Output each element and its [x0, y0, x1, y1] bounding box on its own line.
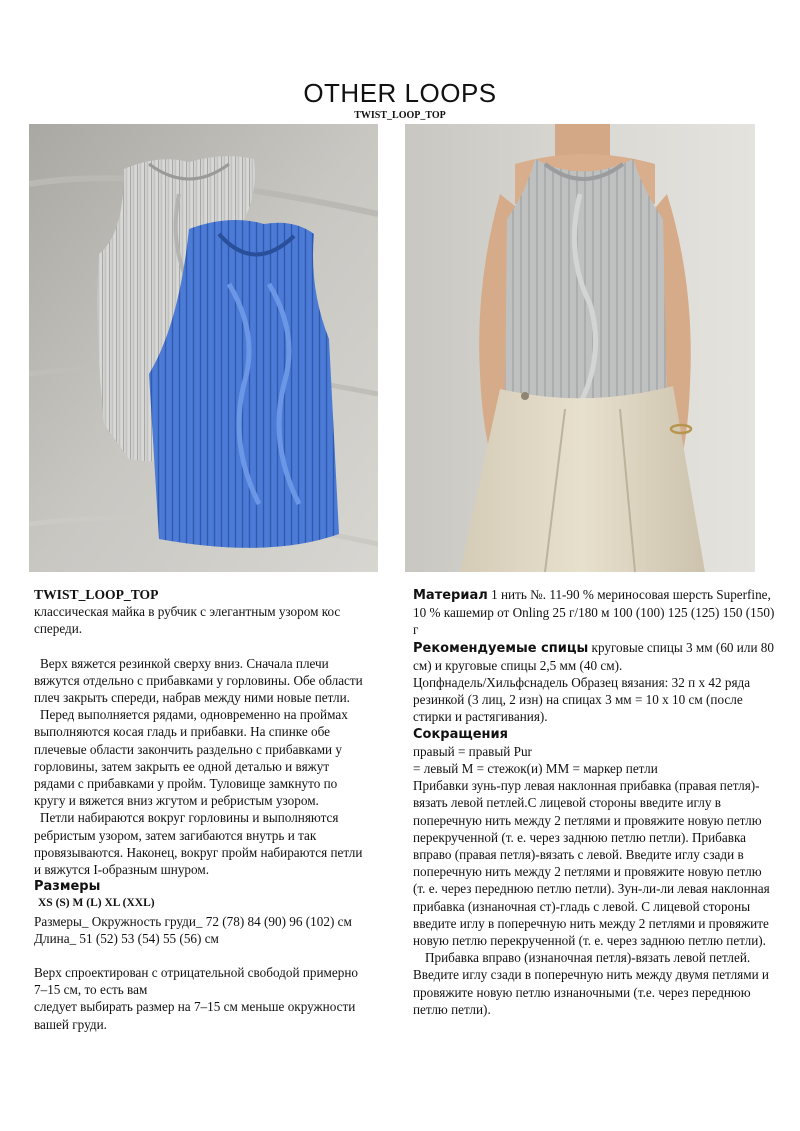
abbreviations-heading: Сокращения	[413, 726, 508, 742]
fit-note-1: Верх спроектирован с отрицательной свободой примерно 7–15 см, то есть вам	[34, 965, 358, 998]
materials-column	[413, 586, 775, 1018]
gauge-text: Цопфнадель/Хильфснадель Образец вязания: 32 п х 42 ряда резинкой (3 лиц, 2 изн) на спицах 3 мм = 10 х 10 см (после стирки и растягивания).	[413, 675, 751, 725]
construction-paragraph-1: Верх вяжется резинкой сверху вниз. Сначала плечи вяжутся отдельно с прибавками у горловины. Обе области плеч закрыть спереди, набрав между ними новые петли.	[34, 655, 363, 706]
needles-heading: Рекомендуемые спицы	[413, 640, 589, 656]
abbreviation-3: Прибавки зунь-пур левая наклонная прибавка (правая петля)-вязать левой петлей.С лицевой стороны введите иглу в поперечную нить между 2 петлями и провяжите новую петлю перекрученной (т. е. через заднюю петлю петли). Прибавка вправо (правая петля)-вязать с левой. Введите иглу сзади в поперечную нить между 2 петлями и провяжите новую петлю (т. е. через переднюю петлю петли). Зун-ли-ли левая наклонная прибавка (изнаночная ст)-гладь с левой. С лицевой стороны введите иглу в поперечную нить между 2 петлями и провяжите новую петлю перекрученной (т. е. через заднюю петлю петли).	[413, 778, 770, 949]
page-title: OTHER LOOPS	[303, 78, 497, 108]
length-measurements: Длина_ 51 (52) 53 (54) 55 (56) см	[34, 930, 219, 946]
needles-section	[413, 639, 775, 674]
abbreviation-4: Прибавка вправо (изнаночная петля)-вязать левой петлей. Введите иглу сзади в поперечную нить между двумя петлями и провяжите новую петлю изнаночными (т.е. через переднюю петлю петли).	[413, 950, 769, 1017]
abbreviation-1: правый = правый Pur	[413, 743, 532, 759]
construction-paragraph-2: Перед выполняется рядами, одновременно на проймах выполняются косая гладь и прибавки. На спинке обе плечевые области закончить раздельно с прибавками у горловины, затем закрыть ее одной деталью и вяжут рядами с прибавками у пройм. Туловище замкнуто по кругу и вяжется вниз жгутом и ребристым узором.	[34, 707, 348, 809]
photo-model-image	[405, 124, 755, 572]
photo-two-tops	[29, 124, 378, 572]
pattern-intro: классическая майка в рубчик с элегантным узором кос спереди.	[34, 604, 341, 637]
sizes-list: XS (S) M (L) XL (XXL)	[38, 897, 155, 910]
photo-two-tops-image	[29, 124, 378, 572]
description-column	[34, 586, 370, 1033]
material-heading: Материал	[413, 588, 488, 603]
photo-model	[405, 124, 755, 572]
page-subtitle: TWIST_LOOP_TOP	[354, 110, 446, 121]
needles-text: круговые спицы 3 мм (60 или 80 см) и круговые спицы 2,5 мм (40 см).	[413, 639, 774, 673]
pattern-name-heading: TWIST_LOOP_TOP	[34, 587, 159, 602]
material-section	[413, 586, 775, 639]
fit-note-2: следует выбирать размер на 7–15 см меньше окружности вашей груди.	[34, 999, 356, 1032]
material-text: 1 нить №. 11-90 % мериносовая шерсть Superfine, 10 % кашемир от Onling 25 г/180 м 100 (100) 125 (125) 150 (150) г	[413, 587, 775, 638]
chest-measurements: Размеры_ Окружность груди_ 72 (78) 84 (90) 96 (102) см	[34, 913, 352, 929]
abbreviation-2: = левый М = стежок(и) ММ = маркер петли	[413, 761, 658, 777]
construction-paragraph-3: Петли набираются вокруг горловины и выполняются ребристым узором, затем загибаются внутрь и так провязываются. Наконец, вокруг пройм набираются петли и вяжутся I-образным шнуром.	[34, 810, 363, 878]
sizes-heading: Размеры	[34, 879, 101, 895]
